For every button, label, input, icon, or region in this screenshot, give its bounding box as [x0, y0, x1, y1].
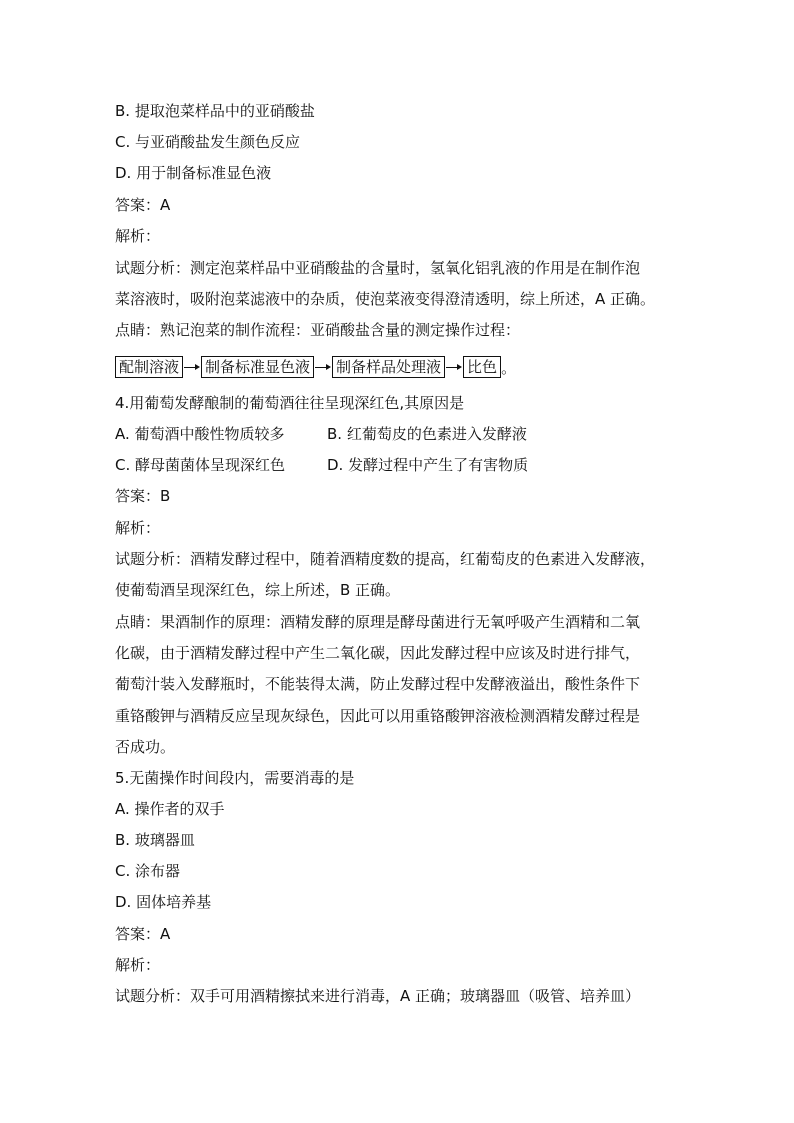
arrow-right-icon — [445, 357, 463, 377]
q4-tip-line: 点睛：果酒制作的原理：酒精发酵的原理是酵母菌进行无氧呼吸产生酒精和二氧 — [115, 613, 641, 631]
q5-option-c: C. 涂布器 — [115, 862, 181, 880]
flow-step: 配制溶液 — [115, 356, 183, 378]
q3-option-d: D. 用于制备标准显色液 — [115, 164, 272, 182]
flow-end-mark: 。 — [501, 358, 517, 377]
process-flow — [115, 356, 516, 378]
flow-step: 制备标准显色液 — [201, 356, 314, 378]
q4-stem: 4.用葡萄发酵酿制的葡萄酒往往呈现深红色,其原因是 — [115, 394, 465, 412]
flow-step: 比色 — [463, 356, 501, 378]
q4-analysis-line: 使葡萄酒呈现深红色，综上所述，B 正确。 — [115, 581, 401, 599]
arrow-right-icon — [183, 357, 201, 377]
q4-tip-line: 葡萄汁装入发酵瓶时，不能装得太满，防止发酵过程中发酵液溢出，酸性条件下 — [115, 675, 641, 693]
q3-option-b: B. 提取泡菜样品中的亚硝酸盐 — [115, 102, 315, 120]
q3-tip: 点睛：熟记泡菜的制作流程：亚硝酸盐含量的测定操作过程： — [115, 321, 521, 339]
q4-option-c: C. 酵母菌菌体呈现深红色 — [115, 456, 286, 474]
q3-analysis-line: 试题分析：测定泡菜样品中亚硝酸盐的含量时，氢氧化铝乳液的作用是在制作泡 — [115, 259, 641, 277]
q3-option-c: C. 与亚硝酸盐发生颜色反应 — [115, 133, 301, 151]
flow-step: 制备样品处理液 — [332, 356, 445, 378]
arrow-right-icon — [314, 357, 332, 377]
q4-option-b: B. 红葡萄皮的色素进入发酵液 — [327, 425, 527, 443]
q4-analysis-label: 解析： — [115, 519, 161, 537]
q5-option-b: B. 玻璃器皿 — [115, 831, 195, 849]
q4-answer: 答案：B — [115, 487, 171, 505]
q4-tip-line: 化碳，由于酒精发酵过程中产生二氧化碳，因此发酵过程中应该及时进行排气， — [115, 644, 641, 662]
q4-tip-line: 否成功。 — [115, 738, 176, 756]
q4-analysis-line: 试题分析：酒精发酵过程中，随着酒精度数的提高，红葡萄皮的色素进入发酵液， — [115, 550, 656, 568]
q5-option-d: D. 固体培养基 — [115, 893, 212, 911]
q5-stem: 5.无菌操作时间段内，需要消毒的是 — [115, 769, 355, 787]
q3-analysis-line: 菜溶液时，吸附泡菜滤液中的杂质，使泡菜液变得澄清透明，综上所述，A 正确。 — [115, 290, 656, 308]
q5-analysis-line: 试题分析：双手可用酒精擦拭来进行消毒，A 正确；玻璃器皿（吸管、培养皿） — [115, 987, 641, 1005]
q4-tip-line: 重铬酸钾与酒精反应呈现灰绿色，因此可以用重铬酸钾溶液检测酒精发酵过程是 — [115, 707, 641, 725]
q5-option-a: A. 操作者的双手 — [115, 800, 225, 818]
q4-options-row — [115, 424, 527, 444]
q3-answer: 答案：A — [115, 196, 171, 214]
q4-options-row — [115, 455, 529, 475]
q4-option-a: A. 葡萄酒中酸性物质较多 — [115, 425, 285, 443]
q4-option-d: D. 发酵过程中产生了有害物质 — [327, 456, 529, 474]
q5-answer: 答案：A — [115, 925, 171, 943]
q3-analysis-label: 解析： — [115, 227, 161, 245]
q5-analysis-label: 解析： — [115, 956, 161, 974]
